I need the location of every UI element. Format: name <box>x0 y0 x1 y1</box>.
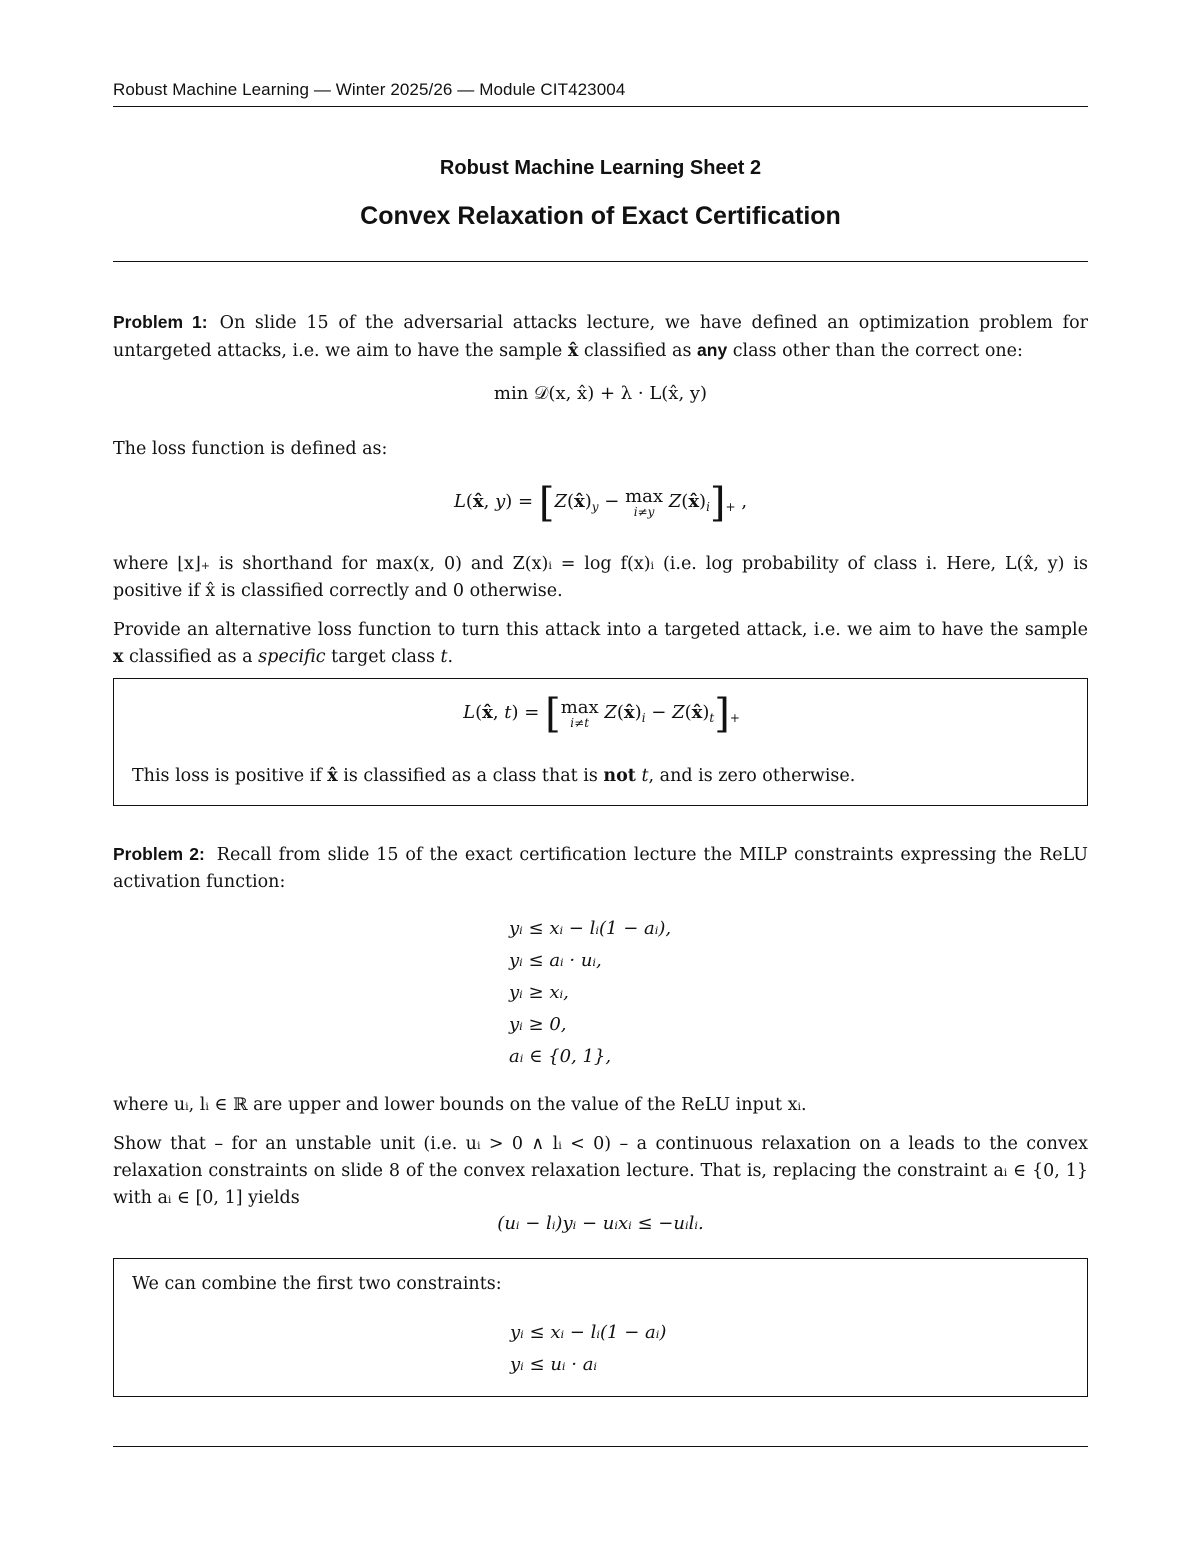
loss-intro: The loss function is defined as: <box>113 439 388 459</box>
problem1-intro-text: On slide 15 of the adversarial attacks lecture, we have defined an optimization problem for untargeted attacks, i.e. we aim to have the sample <box>113 313 1088 361</box>
constraint-line: yᵢ ≥ xᵢ, <box>509 982 569 1003</box>
problem1-intro-var: x̂ <box>567 341 579 361</box>
problem1-task-text2: classified as a <box>123 647 259 667</box>
footer-rule <box>113 1446 1088 1447</box>
solution-var: x̂ <box>327 766 338 786</box>
problem1-task-var: x <box>113 647 124 667</box>
sheet-title: Robust Machine Learning Sheet 2 <box>439 157 762 179</box>
problem2-intro <box>113 841 1088 896</box>
sheet-subtitle: Convex Relaxation of Exact Certification <box>360 202 841 230</box>
problem2-solution-intro: We can combine the first two constraints: <box>132 1274 502 1294</box>
running-head: Robust Machine Learning — Winter 2025/26 — Module CIT423004 <box>113 80 626 99</box>
problem1-task-text4: . <box>447 647 454 667</box>
problem1-solution-box <box>113 678 1088 806</box>
problem1-task-var2: t <box>440 647 448 667</box>
bounds-text: where uᵢ, lᵢ ∈ ℝ are upper and lower bounds on the value of the ReLU input xᵢ. <box>113 1095 807 1115</box>
constraint-line: aᵢ ∈ {0, 1}, <box>509 1046 612 1067</box>
targeted-loss-equation: L(x̂, t) = [max i≠t $Z(x̂)_i$ − $Z(x̂)_t]_+$ <box>463 691 740 737</box>
solution-text-3: , and is zero otherwise. <box>648 766 856 786</box>
constraint-line: yᵢ ≤ xᵢ − lᵢ(1 − aᵢ), <box>509 918 672 939</box>
solution-emph: not <box>603 766 636 786</box>
solution-var2: t <box>641 766 649 786</box>
problem1-intro <box>113 309 1088 365</box>
problem1-task-text3: target class <box>325 647 441 667</box>
solution-text-2: is classified as a class that is <box>337 766 604 786</box>
problem2-solution-box <box>113 1258 1088 1397</box>
header-rule <box>113 106 1088 107</box>
title-rule <box>113 261 1088 262</box>
milp-constraints <box>509 913 671 1073</box>
problem1-label: Problem 1: <box>113 312 208 332</box>
solution-constraints <box>510 1317 666 1381</box>
problem1-solution-text <box>132 763 1072 790</box>
problem2-task: Show that – for an unstable unit (i.e. uᵢ > 0 ∧ lᵢ < 0) – a continuous relaxation on a leads to the convex relaxation constraints on slide 8 of the convex relaxation lecture. That is, replacing the constraint aᵢ ∈ {0, 1} with aᵢ ∈ [0, 1] yields <box>113 1134 1088 1208</box>
solution-line: yᵢ ≤ xᵢ − lᵢ(1 − aᵢ) <box>510 1322 667 1343</box>
constraint-line: yᵢ ≥ 0, <box>509 1014 567 1035</box>
constraint-line: yᵢ ≤ aᵢ · uᵢ, <box>509 950 602 971</box>
solution-line: yᵢ ≤ uᵢ · aᵢ <box>510 1354 598 1375</box>
problem2-label: Problem 2: <box>113 844 205 864</box>
target-inequality: (uᵢ − lᵢ)yᵢ − uᵢxᵢ ≤ −uᵢlᵢ. <box>497 1213 704 1234</box>
problem1-intro-text3: class other than the correct one: <box>727 341 1023 361</box>
problem1-intro-emph: any <box>697 340 728 360</box>
problem1-intro-text2: classified as <box>578 341 698 361</box>
problem1-task-text: Provide an alternative loss function to turn this attack into a targeted attack, i.e. we aim to have the sample <box>113 620 1088 640</box>
problem1-task-emph: specific <box>258 647 326 667</box>
objective-equation: min 𝒟(x, x̂) + λ · L(x̂, y) <box>493 383 708 404</box>
solution-text-1: This loss is positive if <box>132 766 328 786</box>
loss-explanation: where ⌊x⌋₊ is shorthand for max(x, 0) and Z(x)ᵢ = log f(x)ᵢ (i.e. log probability of class i. Here, L(x̂, y) is positive if x̂ is classified correctly and 0 otherwise. <box>113 554 1088 601</box>
problem2-intro-text: Recall from slide 15 of the exact certification lecture the MILP constraints expressing the ReLU activation function: <box>113 845 1088 892</box>
untargeted-loss-equation: L(x̂, $y) = [Z(x̂)_y - \max$ i≠y $Z(x̂)_i]_+$ , <box>453 480 748 526</box>
problem1-task <box>113 617 1088 671</box>
